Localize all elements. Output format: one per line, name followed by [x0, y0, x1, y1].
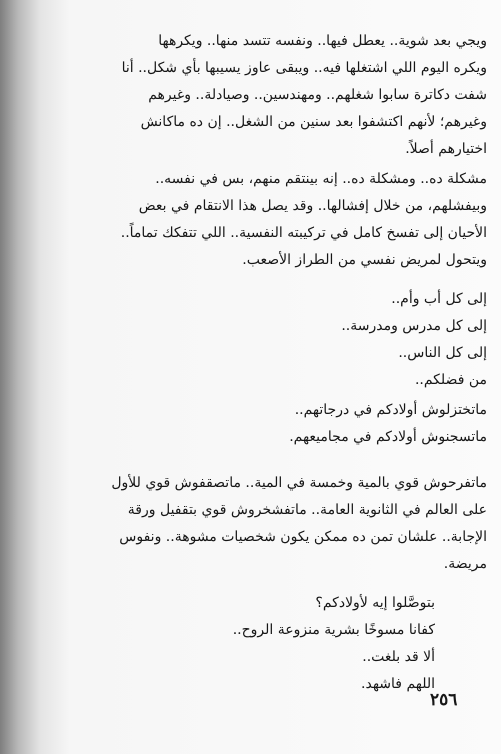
text-line: ماتفرحوش قوي بالمية وخمسة في المية.. ماتصقفوش قوي للأول: [111, 475, 487, 491]
text-line: شفت دكاترة سابوا شغلهم.. ومهندسين.. وصيادلة.. وغيرهم: [148, 87, 487, 103]
text-line: إلى كل أب وأم..: [391, 291, 487, 307]
text-line: مريضة.: [443, 556, 487, 572]
text-line: ويتحول لمريض نفسي من الطراز الأصعب.: [242, 252, 487, 268]
paragraph-2: [40, 166, 487, 274]
page-number: ٢٥٦: [430, 690, 458, 710]
paragraph-5: [40, 470, 487, 578]
text-line: كفانا مسوخًا بشرية منزوعة الروح..: [232, 622, 435, 638]
text-line: اللهم فاشهد.: [361, 676, 435, 692]
paragraph-3: [40, 286, 487, 394]
text-line: مشكلة ده.. ومشكلة ده.. إنه بينتقم منهم، بس في نفسه..: [155, 171, 487, 187]
paragraph-1: [40, 28, 487, 163]
text-line: الأحيان إلى تفسخ كامل في تركيبته النفسية.. اللي تتفكك تماماً..: [120, 225, 487, 241]
text-line: ماتختزلوش أولادكم في درجاتهم..: [294, 402, 487, 418]
text-line: على العالم في الثانوية العامة.. ماتفشخروش قوي بتقفيل ورقة: [127, 502, 487, 518]
text-line: ألا قد بلغت..: [362, 649, 435, 665]
text-line: بتوصَّلوا إيه لأولادكم؟: [315, 595, 435, 611]
text-line: إلى كل الناس..: [398, 345, 487, 361]
text-line: اختيارهم أصلاً.: [405, 141, 487, 157]
text-line: ماتسجنوش أولادكم في مجاميعهم.: [289, 429, 487, 445]
text-line: إلى كل مدرس ومدرسة..: [341, 318, 487, 334]
text-line: من فضلكم..: [414, 372, 487, 388]
text-line: الإجابة.. علشان تمن ده ممكن يكون شخصيات مشوهة.. ونفوس: [119, 529, 487, 545]
text-line: وبيفشلهم، من خلال إفشالها.. وقد يصل هذا الانتقام في بعض: [138, 198, 487, 214]
paragraph-4: [40, 397, 487, 451]
text-line: ويكره اليوم اللي اشتغلها فيه.. ويبقى عاوز يسيبها بأي شكل.. أنا: [121, 60, 487, 76]
text-line: وغيرهم؛ لأنهم اكتشفوا بعد سنين من الشغل.. إن ده ماكانش: [140, 114, 487, 130]
paragraph-6: [40, 590, 435, 698]
text-line: ويجي بعد شوية.. يعطل فيها.. ونفسه تتسد منها.. ويكرهها: [158, 33, 487, 49]
